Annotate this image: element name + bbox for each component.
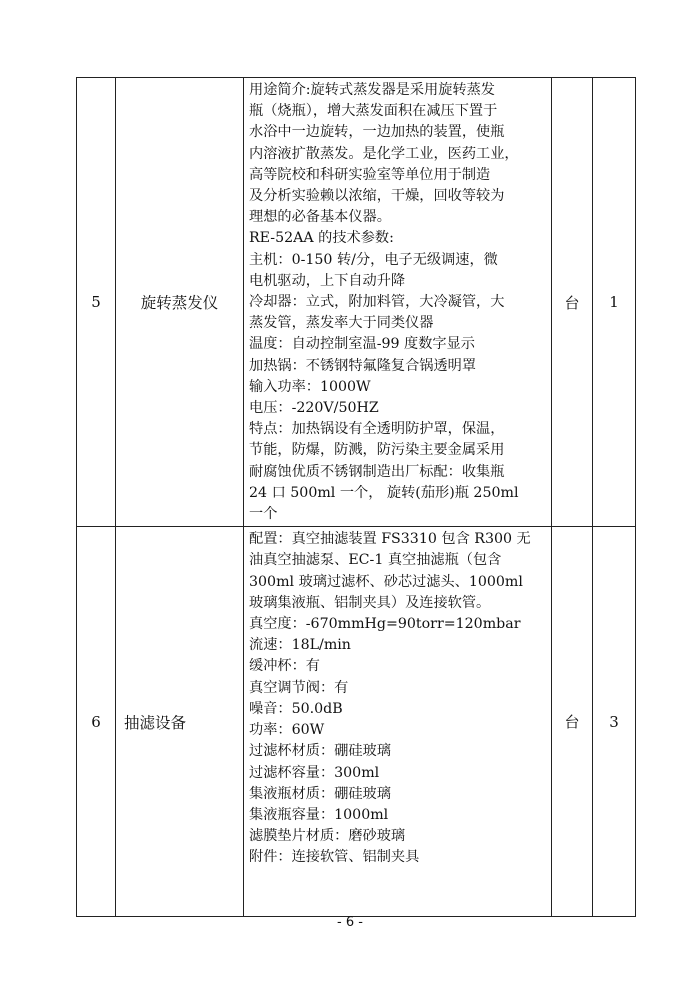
spec-line: 冷却器：立式，附加料管，大冷凝管，大 — [249, 294, 505, 311]
spec-line: RE-52AA 的技术参数: — [249, 230, 394, 247]
spec-line: 理想的必备基本仪器。 — [249, 209, 391, 226]
spec-line: 噪音：50.0dB — [249, 700, 343, 717]
spec-line: 300ml 玻璃过滤杯、砂芯过滤头、1000ml — [249, 573, 523, 590]
spec-line: 真空度：-670mmHg=90torr=120mbar — [249, 616, 521, 633]
item-unit: 台 — [552, 527, 593, 917]
spec-line: 24 口 500ml 一个， 旋转(茄形)瓶 250ml — [249, 484, 519, 501]
spec-line: 耐腐蚀优质不锈钢制造出厂标配：收集瓶 — [249, 463, 505, 480]
spec-line: 电压：-220V/50HZ — [249, 400, 379, 417]
item-name: 抽滤设备 — [116, 527, 244, 917]
equipment-table — [76, 77, 636, 917]
spec-line: 集液瓶材质：硼硅玻璃 — [249, 785, 391, 802]
item-number: 5 — [77, 78, 116, 527]
spec-line: 输入功率：1000W — [249, 378, 371, 395]
table-row — [77, 527, 636, 917]
spec-line: 一个 — [249, 506, 278, 523]
spec-line: 真空调节阀：有 — [249, 679, 349, 696]
spec-line: 集液瓶容量：1000ml — [249, 806, 389, 823]
spec-line: 节能，防爆，防溅，防污染主要金属采用 — [249, 442, 505, 459]
item-number: 6 — [77, 527, 116, 917]
item-spec — [244, 78, 552, 527]
spec-line: 功率：60W — [249, 722, 325, 739]
spec-line: 配置：真空抽滤装置 FS3310 包含 R300 无 — [249, 531, 531, 548]
spec-line: 特点：加热锅设有全透明防护罩，保温， — [249, 421, 505, 438]
spec-line: 内溶液扩散蒸发。是化学工业，医药工业， — [249, 145, 519, 162]
item-unit: 台 — [552, 78, 593, 527]
table-row — [77, 78, 636, 527]
item-quantity: 1 — [593, 78, 636, 527]
spec-line: 用途简介:旋转式蒸发器是采用旋转蒸发 — [249, 82, 495, 98]
spec-line: 温度：自动控制室温-99 度数字显示 — [249, 336, 475, 353]
spec-line: 水浴中一边旋转，一边加热的装置，使瓶 — [249, 124, 505, 141]
page-number: - 6 - — [337, 915, 363, 930]
spec-line: 油真空抽滤泵、EC-1 真空抽滤瓶（包含 — [249, 552, 502, 569]
spec-line: 加热锅：不锈钢特氟隆复合锅透明罩 — [249, 357, 477, 374]
spec-line: 过滤杯容量：300ml — [249, 764, 380, 781]
item-spec — [244, 527, 552, 917]
spec-line: 附件：连接软管、铝制夹具 — [249, 849, 420, 866]
spec-line: 主机：0-150 转/分，电子无级调速，微 — [249, 251, 498, 268]
spec-line: 高等院校和科研实验室等单位用于制造 — [249, 166, 491, 183]
spec-line: 瓶（烧瓶），增大蒸发面积在减压下置于 — [249, 103, 498, 120]
spec-text — [244, 527, 551, 869]
spec-line: 流速：18L/min — [249, 637, 351, 654]
spec-line: 缓冲杯：有 — [249, 658, 320, 675]
equipment-table-container — [76, 77, 630, 917]
item-name: 旋转蒸发仪 — [116, 78, 244, 527]
spec-line: 滤膜垫片材质：磨砂玻璃 — [249, 828, 406, 845]
spec-text — [244, 78, 551, 526]
spec-line: 蒸发管，蒸发率大于同类仪器 — [249, 315, 434, 332]
spec-line: 电机驱动，上下自动升降 — [249, 272, 406, 289]
spec-line: 玻璃集液瓶、铝制夹具）及连接软管。 — [249, 594, 491, 611]
spec-line: 过滤杯材质：硼硅玻璃 — [249, 743, 391, 760]
spec-line: 及分析实验赖以浓缩，干燥，回收等较为 — [249, 188, 505, 205]
item-quantity: 3 — [593, 527, 636, 917]
